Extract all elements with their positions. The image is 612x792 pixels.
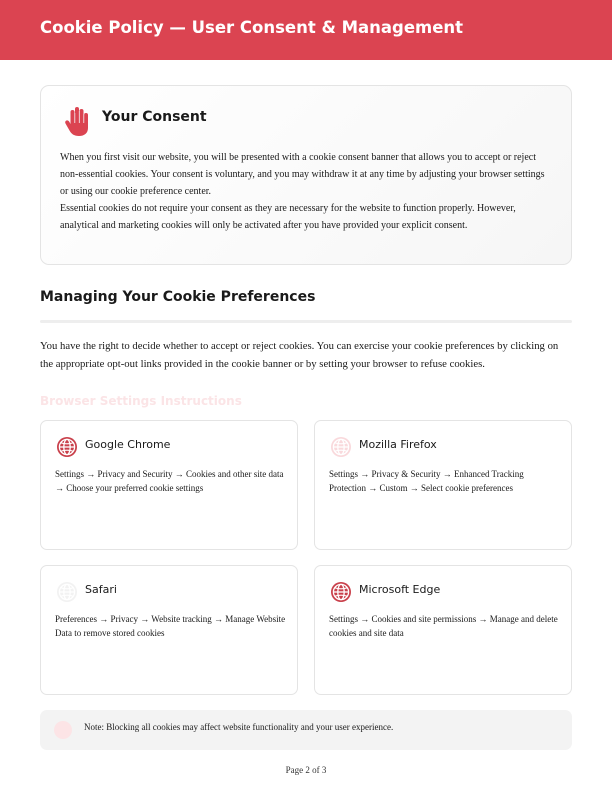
browser-settings-heading: Browser Settings Instructions: [40, 394, 242, 408]
section-divider: [40, 320, 572, 323]
consent-title: Your Consent: [102, 109, 207, 125]
consent-body: [60, 149, 552, 234]
browser-name: Google Chrome: [85, 438, 171, 451]
browser-steps: Preferences → Privacy → Website tracking → Manage Website Data to remove stored cookies: [55, 614, 286, 638]
browser-steps: Settings → Privacy & Security → Enhanced Tracking Protection → Custom → Select cookie preferences: [329, 469, 524, 493]
browser-name: Microsoft Edge: [359, 583, 441, 596]
section-title: Managing Your Cookie Preferences: [40, 289, 316, 305]
consent-paragraph: When you first visit our website, you will be presented with a cookie consent banner that allows you to accept or reject non-essential cookies. Your consent is voluntary, and you may withdraw it at any time by adjusting your browser settings or using our cookie preference center.: [60, 152, 545, 197]
consent-paragraph: Essential cookies do not require your consent as they are necessary for the website to function properly. However, analytical and marketing cookies will only be activated after you have provided your explicit consent.: [60, 203, 516, 231]
browser-name: Mozilla Firefox: [359, 438, 437, 451]
browser-card-safari: [40, 565, 298, 695]
globe-icon: [330, 436, 352, 458]
globe-icon: [56, 436, 78, 458]
page-header: [0, 0, 612, 60]
globe-icon: [330, 581, 352, 603]
globe-icon: [56, 581, 78, 603]
browser-card-edge: [314, 565, 572, 695]
note-text: Note: Blocking all cookies may affect website functionality and your user experience.: [84, 722, 394, 732]
section-intro: You have the right to decide whether to accept or reject cookies. You can exercise your cookie preferences by clicking on the appropriate opt-out links provided in the cookie banner or by setting your browser to refuse cookies.: [40, 340, 559, 370]
browser-steps: Settings → Privacy and Security → Cookies and other site data → Choose your preferred cookie settings: [55, 469, 284, 493]
browser-steps: Settings → Cookies and site permissions → Manage and delete cookies and site data: [329, 614, 558, 638]
browser-name: Safari: [85, 583, 117, 596]
browser-card-chrome: [40, 420, 298, 550]
page-number: Page 2 of 3: [285, 765, 327, 775]
page-title: Cookie Policy — User Consent & Management: [40, 18, 464, 37]
note-box: [40, 710, 572, 750]
consent-card: [40, 85, 572, 265]
raised-hand-icon: [63, 105, 91, 137]
browser-card-firefox: [314, 420, 572, 550]
warning-icon: [54, 721, 72, 739]
